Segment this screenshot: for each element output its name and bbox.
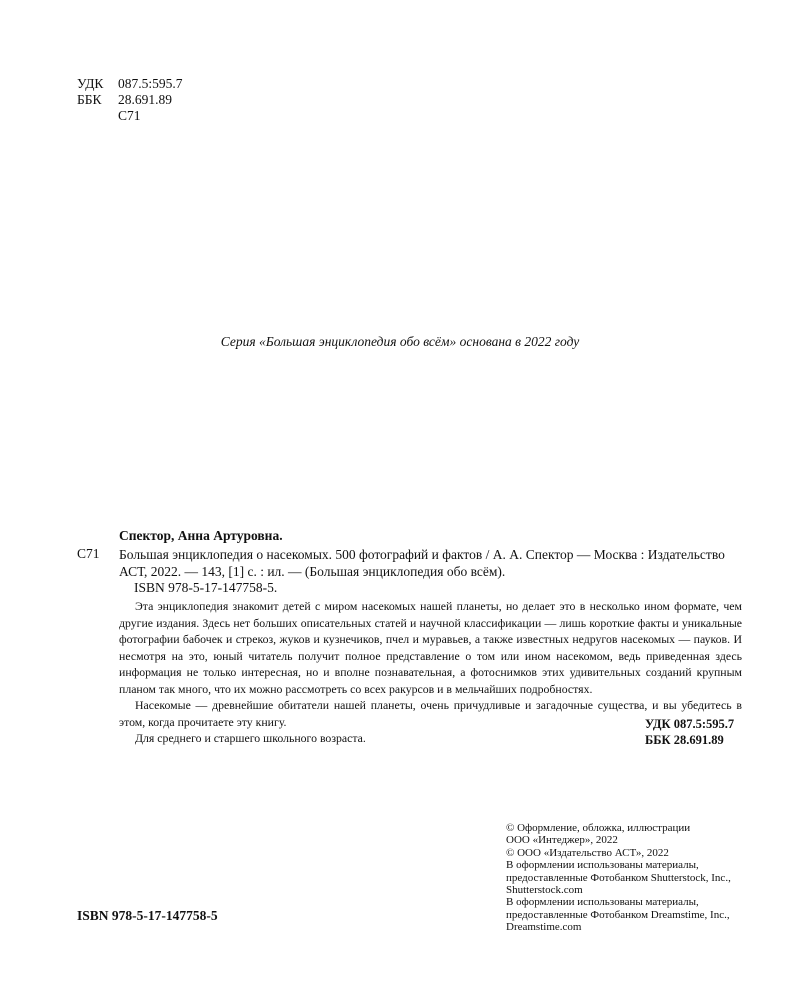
copyright-credits [506,822,766,934]
isbn-bottom: ISBN 978-5-17-147758-5 [77,908,218,923]
classification-codes [77,76,183,124]
series-note: Серия «Большая энциклопедия обо всём» основана в 2022 году [220,334,580,349]
credit-line: © ООО «Издательство АСТ», 2022 [506,846,669,859]
bbk-code: 28.691.89 [118,92,172,107]
bbk-label: ББК [77,92,102,107]
bibliographic-mark: С71 [77,546,100,561]
credit-line: В оформлении использованы материалы, предоставленные Фотобанком Shutterstock, Inc., Shutterstock.com [506,859,731,897]
bbk-row [77,92,183,108]
credit-line: В оформлении использованы материалы, предоставленные Фотобанком Dreamstime, Inc., Dreamstime.com [506,896,730,934]
udk-label: УДК [77,76,104,91]
bbk-right: ББК 28.691.89 [645,733,724,747]
credit-line: © Оформление, обложка, иллюстрации [506,822,691,834]
credit-line: ООО «Интеджер», 2022 [506,834,618,847]
author-name: Спектор, Анна Артуровна. [119,528,283,543]
codes-right [645,716,734,748]
udk-row [77,76,183,92]
bibliographic-isbn: ISBN 978-5-17-147758-5. [134,580,278,595]
annotation-paragraph: Для среднего и старшего школьного возраста. [135,731,366,745]
annotation-paragraph: Насекомые — древнейшие обитатели нашей планеты, очень причудливые и загадочные существа, и вы убедитесь в этом, когда прочитаете эту книгу. [119,698,742,729]
udk-right: УДК 087.5:595.7 [645,717,735,731]
annotation-paragraph: Эта энциклопедия знакомит детей с миром насекомых нашей планеты, но делает это в несколько ином формате, чем другие издания. Здесь нет больших описательных статей и научной классификации — лишь короткие факты и уникальные фотографии бабочек и стрекоз, жуков и кузнечиков, пчел и муравьев, а также известных недругов насекомых — пауков. И несмотря на это, юный читатель получит полное представление о том или ином насекомом, ведь приведенная здесь информация не только интересная, но и вполне познавательная, а фотоснимков этих удивительных созданий крупным планом так много, что их можно рассмотреть со всех ракурсов и в мельчайших подробностях. [119,599,742,696]
author-mark: С71 [118,108,141,123]
title-line: Большая энциклопедия о насекомых. 500 фотографий и фактов / А. А. Спектор — Москва : Издательство АСТ, 2022. — 143, [1] с. : ил. — (Большая энциклопедия обо всём). [119,547,725,579]
udk-code: 087.5:595.7 [118,76,183,91]
